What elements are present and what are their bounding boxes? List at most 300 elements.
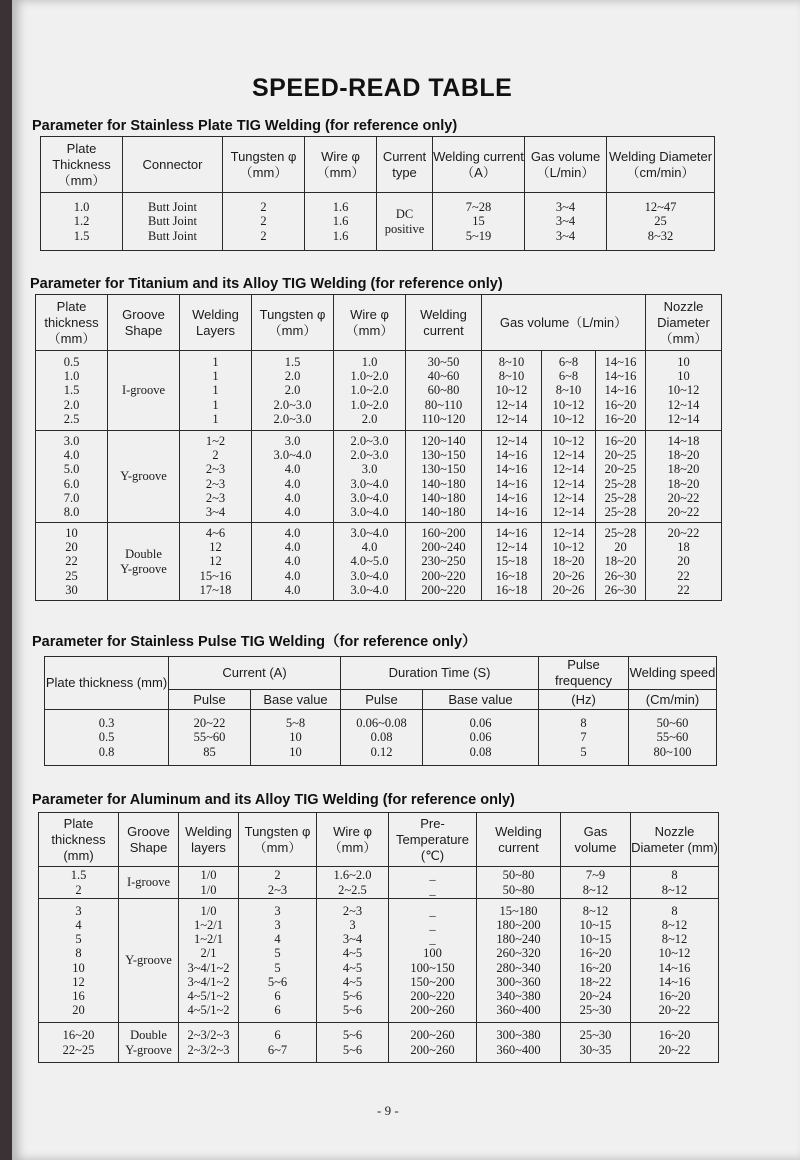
col-2-cell [252, 351, 334, 431]
cell-line: 8~12 [661, 882, 688, 897]
header-col-1: Groove Shape [119, 813, 179, 867]
col-6-cell [629, 710, 717, 766]
cell-line: 12~47 [644, 200, 677, 215]
cell-line: 1.0 [73, 200, 90, 215]
cell-line: 14~16 [495, 490, 528, 505]
cell-line: Double [130, 1028, 167, 1043]
col-0-cell [36, 431, 108, 523]
col-3-cell [317, 1023, 389, 1063]
cell-line: 20~25 [604, 462, 637, 477]
cell-line: 6 [274, 988, 281, 1003]
cell-line: 7~9 [585, 868, 606, 883]
titanium-heading: Parameter for Titanium and its Alloy TIG Welding (for reference only) [30, 276, 503, 292]
cell-line: 3 [349, 917, 356, 932]
col-6-cell [561, 867, 631, 899]
cell-line: 10 [289, 744, 302, 759]
cell-line: 30~35 [579, 1042, 612, 1057]
cell-line: 12~14 [552, 490, 585, 505]
cell-line: 160~200 [421, 525, 466, 540]
cell-line: 12~14 [552, 504, 585, 519]
header-current-pulse: Pulse [169, 690, 251, 710]
table-group-row [36, 431, 722, 523]
cell-line: 5~8 [285, 716, 306, 731]
cell-line: 3.0 [361, 462, 378, 477]
col-2-cell [239, 899, 317, 1023]
cell-line: 1~2/1 [194, 932, 223, 947]
cell-line: 4 [274, 932, 281, 947]
cell-line: 4.0 [284, 525, 301, 540]
cell-line: 2~3 [342, 903, 363, 918]
cell-line: 8.0 [63, 504, 80, 519]
cell-line: 10~12 [552, 540, 585, 555]
cell-line: 200~220 [421, 568, 466, 583]
table-group-row [39, 1023, 719, 1063]
cell-line: 6~8 [558, 369, 579, 384]
header-col-5: Welding current （A） [433, 137, 525, 193]
cell-line: Butt Joint [148, 228, 197, 243]
cell-line: 7 [580, 730, 587, 745]
col-3-cell [341, 710, 423, 766]
cell-line: 8 [580, 716, 587, 731]
cell-line: 10 [677, 354, 690, 369]
cell-line: 0.08 [469, 744, 492, 759]
cell-line: 4.0 [361, 540, 378, 555]
cell-line: 10 [677, 369, 690, 384]
cell-line: 1 [212, 354, 219, 369]
cell-line: _ [429, 917, 436, 932]
cell-line: 0.06~0.08 [356, 716, 407, 731]
cell-line: 200~220 [410, 988, 455, 1003]
cell-line: Y-groove [125, 953, 172, 968]
cell-line: 20~22 [667, 490, 700, 505]
cell-line: 140~180 [421, 504, 466, 519]
cell-line: 3~4/1~2 [187, 960, 230, 975]
header-col-0: Plate thickness （mm） [36, 295, 108, 351]
groove-shape-cell [108, 431, 180, 523]
col-7-cell [631, 867, 719, 899]
col-4-cell [389, 867, 477, 899]
cell-line: 130~150 [421, 462, 466, 477]
cell-line: 100 [423, 946, 442, 961]
header-col-6: Gas volume（L/min） [482, 295, 646, 351]
cell-line: 1.5 [70, 868, 87, 883]
cell-line: 50~80 [502, 882, 535, 897]
cell-line: 20~24 [579, 988, 612, 1003]
cell-line: 25~30 [579, 1003, 612, 1018]
cell-line: 5 [274, 960, 281, 975]
cell-line: 10 [65, 525, 78, 540]
cell-line: 5 [580, 744, 587, 759]
cell-line: 18~20 [667, 476, 700, 491]
cell-line: 14~18 [667, 433, 700, 448]
cell-line: 300~380 [496, 1028, 541, 1043]
table-group-row [39, 899, 719, 1023]
cell-line: 14~16 [604, 354, 637, 369]
cell-line: 10 [72, 960, 85, 975]
connector-cell [123, 193, 223, 251]
cell-line: 4.0 [284, 568, 301, 583]
groove-shape-cell [119, 899, 179, 1023]
cell-line: 4~5/1~2 [187, 988, 230, 1003]
cell-line: 20~26 [552, 582, 585, 597]
cell-line: 16~20 [604, 411, 637, 426]
cell-line: Butt Joint [148, 200, 197, 215]
header-col-4: Wire φ（mm） [317, 813, 389, 867]
col-6-cell [542, 351, 596, 431]
cell-line: 0.12 [370, 744, 393, 759]
cell-line: 3~4 [555, 228, 576, 243]
cell-line: 7~28 [465, 200, 492, 215]
header-col-3: Tungsten φ（mm） [252, 295, 334, 351]
cell-line: 10~12 [495, 383, 528, 398]
header-speed-unit: (Cm/min) [629, 690, 717, 710]
cell-line: 22 [677, 582, 690, 597]
cell-line: 12~14 [552, 476, 585, 491]
cell-line: 150~200 [410, 974, 455, 989]
cell-line: 3.0~4.0 [350, 504, 389, 519]
col-6-cell [542, 431, 596, 523]
table-group-row [39, 867, 719, 899]
cell-line: 4 [75, 917, 82, 932]
cell-line: 8~10 [555, 383, 582, 398]
cell-line: positive [384, 221, 425, 236]
aluminum-table [38, 812, 719, 1063]
cell-line: 4.0 [284, 504, 301, 519]
cell-line: 4.0 [284, 582, 301, 597]
cell-line: 8~32 [647, 228, 674, 243]
cell-line: 1/0 [200, 868, 217, 883]
cell-line: _ [429, 903, 436, 918]
cell-line: 22 [677, 568, 690, 583]
cell-line: I-groove [126, 875, 171, 890]
cell-line: 25 [65, 568, 78, 583]
cell-line: Y-groove [125, 1042, 172, 1057]
header-col-0: Plate Thickness （mm） [41, 137, 123, 193]
col-7-cell [631, 899, 719, 1023]
current-type-cell [377, 193, 433, 251]
cell-line: 100~150 [410, 960, 455, 975]
cell-line: 6.0 [63, 476, 80, 491]
cell-line: Butt Joint [148, 214, 197, 229]
header-welding-speed: Welding speed [629, 657, 717, 690]
cell-line: 130~150 [421, 448, 466, 463]
col-1-cell [180, 523, 252, 601]
cell-line: 4~5 [342, 974, 363, 989]
cell-line: 360~400 [496, 1003, 541, 1018]
cell-line: 230~250 [421, 554, 466, 569]
cell-line: 12~14 [495, 540, 528, 555]
cell-line: 0.5 [63, 354, 80, 369]
cell-line: 0.3 [98, 716, 115, 731]
cell-line: 3~4 [342, 932, 363, 947]
tungsten-cell [223, 193, 305, 251]
header-col-7: Welding Diameter （cm/min） [607, 137, 715, 193]
cell-line: 30 [65, 582, 78, 597]
cell-line: 22 [65, 554, 78, 569]
cell-line: 0.5 [98, 730, 115, 745]
cell-line: 22~25 [62, 1042, 95, 1057]
cell-line: 200~260 [410, 1042, 455, 1057]
cell-line: 4.0 [284, 462, 301, 477]
cell-line: 4.0~5.0 [350, 554, 389, 569]
col-3-cell [334, 351, 406, 431]
cell-line: 1/0 [200, 882, 217, 897]
cell-line: 180~200 [496, 917, 541, 932]
cell-line: 8~10 [498, 354, 525, 369]
cell-line: 80~100 [653, 744, 692, 759]
cell-line: 5 [75, 932, 82, 947]
col-5-cell [482, 431, 542, 523]
cell-line: 3~4 [555, 200, 576, 215]
header-col-5: Pre- Temperature (℃) [389, 813, 477, 867]
cell-line: 4.0 [63, 448, 80, 463]
col-5-cell [539, 710, 629, 766]
cell-line: 40~60 [427, 369, 460, 384]
table-group-row [36, 523, 722, 601]
cell-line: 5~6 [342, 1003, 363, 1018]
cell-line: 2 [260, 214, 267, 229]
cell-line: 200~220 [421, 582, 466, 597]
cell-line: 16~20 [658, 1028, 691, 1043]
cell-line: 18~20 [667, 462, 700, 477]
cell-line: 5~19 [465, 228, 492, 243]
cell-line: 10~12 [552, 411, 585, 426]
cell-line: 16~18 [495, 568, 528, 583]
table-group-row [36, 351, 722, 431]
cell-line: 25~28 [604, 476, 637, 491]
cell-line: 20~22 [658, 1042, 691, 1057]
header-col-2: Welding layers [179, 813, 239, 867]
cell-line: 8 [75, 946, 82, 961]
cell-line: 14~16 [658, 974, 691, 989]
cell-line: 2.0~3.0 [273, 411, 312, 426]
cell-line: 1.2 [73, 214, 90, 229]
stainless-plate-table [40, 136, 715, 251]
header-col-1: Connector [123, 137, 223, 193]
cell-line: 16~20 [658, 988, 691, 1003]
cell-line: 14~16 [604, 383, 637, 398]
cell-line: 1 [212, 411, 219, 426]
col-4-cell [406, 523, 482, 601]
cell-line: 16~20 [604, 397, 637, 412]
cell-line: 14~16 [495, 525, 528, 540]
cell-line: 3~4 [205, 504, 226, 519]
cell-line: 5~6 [267, 974, 288, 989]
cell-line: 8~12 [582, 882, 609, 897]
cell-line: 17~18 [199, 582, 232, 597]
cell-line: 20~22 [193, 716, 226, 731]
cell-line: 20~22 [667, 525, 700, 540]
col-5-cell [477, 1023, 561, 1063]
cell-line: 12 [72, 974, 85, 989]
col-5-cell [482, 351, 542, 431]
col-2-cell [252, 523, 334, 601]
col-0-cell [39, 867, 119, 899]
thickness-cell [41, 193, 123, 251]
cell-line: 20~25 [604, 448, 637, 463]
cell-line: _ [429, 932, 436, 947]
col-7-cell [596, 523, 646, 601]
cell-line: 2~3 [267, 882, 288, 897]
cell-line: 20 [677, 554, 690, 569]
cell-line: 25 [654, 214, 667, 229]
cell-line: 25~28 [604, 490, 637, 505]
col-4-cell [406, 431, 482, 523]
header-col-5: Welding current [406, 295, 482, 351]
cell-line: 4~5 [342, 946, 363, 961]
col-2-cell [252, 431, 334, 523]
col-1-cell [180, 351, 252, 431]
cell-line: 14~16 [658, 960, 691, 975]
cell-line: 15~16 [199, 568, 232, 583]
cell-line: 340~380 [496, 988, 541, 1003]
cell-line: 14~16 [495, 476, 528, 491]
cell-line: 5~6 [342, 988, 363, 1003]
cell-line: 6 [274, 1028, 281, 1043]
cell-line: 3.0 [63, 433, 80, 448]
col-0-cell [36, 523, 108, 601]
cell-line: 12~14 [552, 448, 585, 463]
wire-cell [305, 193, 377, 251]
cell-line: 8 [671, 903, 678, 918]
cell-line: 2 [274, 868, 281, 883]
col-4-cell [389, 1023, 477, 1063]
cell-line: 16~20 [62, 1028, 95, 1043]
col-6-cell [561, 899, 631, 1023]
cell-line: 50~80 [502, 868, 535, 883]
cell-line: 2/1 [200, 946, 217, 961]
aluminum-heading: Parameter for Aluminum and its Alloy TIG Welding (for reference only) [32, 792, 515, 808]
cell-line: 3.0~4.0 [273, 448, 312, 463]
cell-line: 1.0 [63, 369, 80, 384]
header-col-6: Gas volume （L/min） [525, 137, 607, 193]
gas-cell [525, 193, 607, 251]
cell-line: 3.0~4.0 [350, 476, 389, 491]
cell-line: DC [395, 207, 414, 222]
cell-line: 6 [274, 1003, 281, 1018]
cell-line: 2.0~3.0 [350, 448, 389, 463]
stainless-pulse-heading: Parameter for Stainless Pulse TIG Welding（for reference only） [32, 634, 477, 650]
cell-line: 20 [72, 1003, 85, 1018]
col-6-cell [542, 523, 596, 601]
header-col-0: Plate thickness (mm) [39, 813, 119, 867]
cell-line: 2 [260, 200, 267, 215]
cell-line: 20~22 [667, 504, 700, 519]
cell-line: 5.0 [63, 462, 80, 477]
col-1-cell [179, 867, 239, 899]
cell-line: 1/0 [200, 903, 217, 918]
manual-page [12, 0, 800, 1160]
cell-line: 4.0 [284, 476, 301, 491]
cell-line: 10~12 [552, 397, 585, 412]
cell-line: 2.0 [63, 397, 80, 412]
col-3-cell [334, 523, 406, 601]
cell-line: 4~6 [205, 525, 226, 540]
cell-line: 10~12 [658, 946, 691, 961]
cell-line: 20 [65, 540, 78, 555]
cell-line: 10~15 [579, 932, 612, 947]
titanium-table [35, 294, 722, 601]
cell-line: 18~20 [552, 554, 585, 569]
cell-line: 110~120 [421, 411, 466, 426]
cell-line: 55~60 [656, 730, 689, 745]
cell-line: 1~2 [205, 433, 226, 448]
col-7-cell [596, 351, 646, 431]
cell-line: 5~6 [342, 1042, 363, 1057]
cell-line: 140~180 [421, 476, 466, 491]
cell-line: 5~6 [342, 1028, 363, 1043]
cell-line: 15 [472, 214, 485, 229]
cell-line: 12~14 [552, 525, 585, 540]
cell-line: I-groove [121, 383, 166, 398]
cell-line: 1.6~2.0 [333, 868, 372, 883]
cell-line: 16~20 [579, 946, 612, 961]
cell-line: 300~360 [496, 974, 541, 989]
cell-line: 12~14 [667, 411, 700, 426]
header-col-3: Wire φ（mm） [305, 137, 377, 193]
cell-line: 15~180 [499, 903, 538, 918]
cell-line: 2.0 [284, 369, 301, 384]
cell-line: 3.0~4.0 [350, 525, 389, 540]
cell-line: 12~14 [552, 462, 585, 477]
header-plate-thickness: Plate thickness (mm) [45, 657, 169, 710]
header-col-8: Nozzle Diameter (mm) [631, 813, 719, 867]
cell-line: 200~260 [410, 1003, 455, 1018]
col-8-cell [646, 523, 722, 601]
cell-line: 10~15 [579, 917, 612, 932]
cell-line: 4~5 [342, 960, 363, 975]
cell-line: 1~2/1 [194, 917, 223, 932]
cell-line: 5 [274, 946, 281, 961]
header-col-4: Wire φ（mm） [334, 295, 406, 351]
cell-line: 85 [203, 744, 216, 759]
cell-line: 16 [72, 988, 85, 1003]
cell-line: Y-groove [120, 561, 167, 576]
cell-line: 3.0~4.0 [350, 582, 389, 597]
cell-line: 12~14 [495, 397, 528, 412]
cell-line: 18~20 [604, 554, 637, 569]
cell-line: 18~22 [579, 974, 612, 989]
header-frequency-unit: (Hz) [539, 690, 629, 710]
col-3-cell [334, 431, 406, 523]
cell-line: 2~3 [205, 490, 226, 505]
cell-line: 12~14 [667, 397, 700, 412]
cell-line: 26~30 [604, 568, 637, 583]
cell-line: 1.6 [332, 200, 349, 215]
cell-line: 12 [209, 540, 222, 555]
cell-line: 8~10 [498, 369, 525, 384]
cell-line: 140~180 [421, 490, 466, 505]
cell-line: 2~3 [205, 462, 226, 477]
col-1-cell [180, 431, 252, 523]
cell-line: 3~4 [555, 214, 576, 229]
col-8-cell [646, 351, 722, 431]
col-0-cell [36, 351, 108, 431]
page-title: SPEED-READ TABLE [252, 74, 513, 102]
groove-shape-cell [119, 867, 179, 899]
col-6-cell [561, 1023, 631, 1063]
diameter-cell [607, 193, 715, 251]
cell-line: 20~22 [658, 1003, 691, 1018]
col-0-cell [45, 710, 169, 766]
col-2-cell [239, 1023, 317, 1063]
cell-line: 2~3/2~3 [187, 1042, 230, 1057]
current-cell [433, 193, 525, 251]
cell-line: 30~50 [427, 354, 460, 369]
header-pulse-frequency: Pulse frequency [539, 657, 629, 690]
cell-line: 4.0 [284, 490, 301, 505]
cell-line: 1.6 [332, 214, 349, 229]
